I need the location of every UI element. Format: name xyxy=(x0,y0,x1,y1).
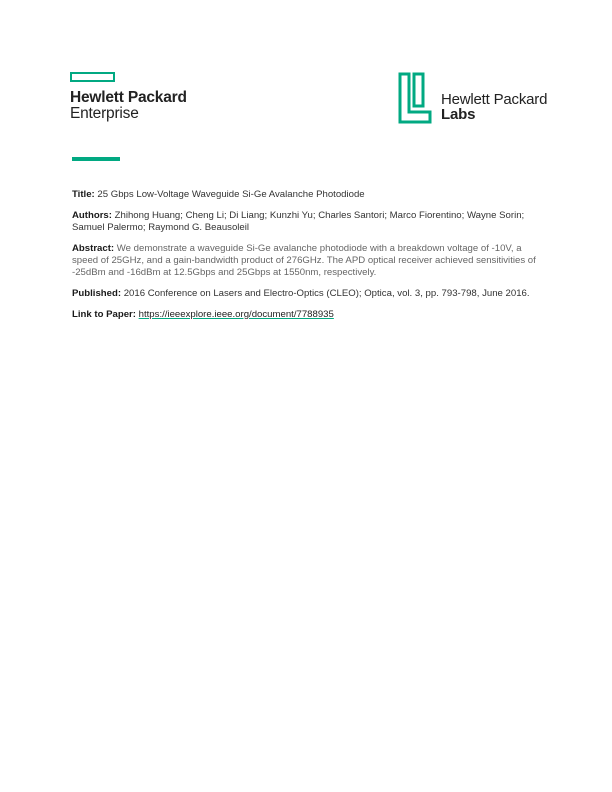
hpe-logo-line2: Enterprise xyxy=(70,105,139,122)
title-row xyxy=(72,189,542,201)
hp-labs-logo xyxy=(398,72,568,124)
hpe-logo-wordmark xyxy=(70,90,202,122)
labs-mark-icon xyxy=(398,72,434,124)
hpe-logo-line1: Hewlett Packard xyxy=(70,89,187,106)
link-label: Link to Paper: xyxy=(72,309,136,320)
labs-logo-line1: Hewlett Packard xyxy=(441,91,548,108)
authors-label: Authors: xyxy=(72,210,112,221)
authors-row xyxy=(72,210,542,234)
published-row xyxy=(72,288,542,300)
paper-title: 25 Gbps Low-Voltage Waveguide Si-Ge Avalanche Photodiode xyxy=(97,189,365,200)
paper-metadata xyxy=(72,189,542,330)
link-row xyxy=(72,309,542,321)
paper-link[interactable]: https://ieeexplore.ieee.org/document/7788935 xyxy=(138,309,334,320)
labs-logo-line2: Labs xyxy=(441,106,476,123)
abstract-label: Abstract: xyxy=(72,243,115,254)
published-label: Published: xyxy=(72,288,122,299)
abstract-text: We demonstrate a waveguide Si-Ge avalanche photodiode with a breakdown voltage of -10V, a speed of 25GHz, and a gain-bandwidth product of 276GHz. The APD optical receiver achieved sensitivities of -25dBm and -16dBm at 12.5Gbps and 25Gbps at 1550nm, respectively. xyxy=(72,243,536,278)
authors-list: Zhihong Huang; Cheng Li; Di Liang; Kunzhi Yu; Charles Santori; Marco Fiorentino; Wayne Sorin; Samuel Palermo; Raymond G. Beausoleil xyxy=(72,210,525,233)
accent-rule xyxy=(72,157,120,161)
labs-logo-wordmark xyxy=(441,92,547,122)
hpe-enterprise-logo xyxy=(70,72,202,122)
published-venue: 2016 Conference on Lasers and Electro-Optics (CLEO); Optica, vol. 3, pp. 793-798, June 2016. xyxy=(123,288,530,299)
abstract-row xyxy=(72,243,542,279)
hpe-rectangle-icon xyxy=(70,72,115,82)
title-label: Title: xyxy=(72,189,95,200)
